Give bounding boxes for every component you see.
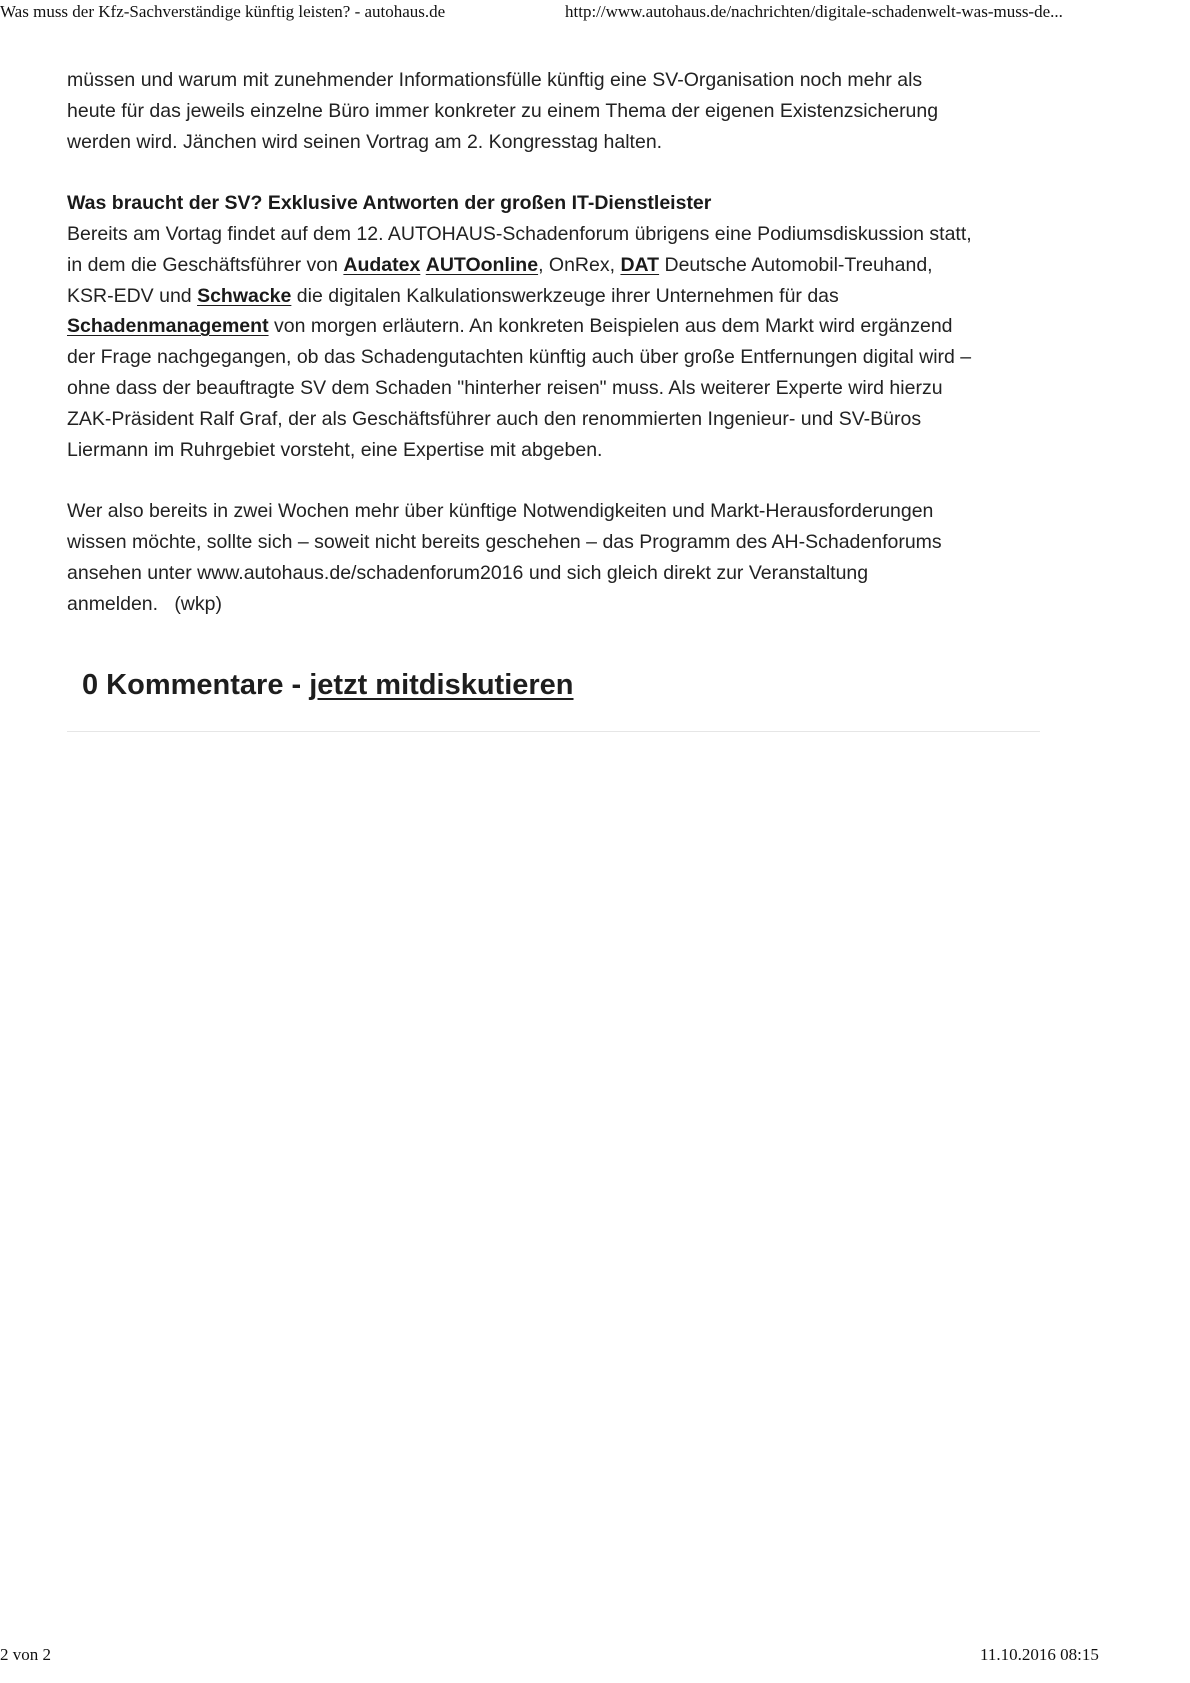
paragraph-line: [67, 219, 1127, 250]
print-header: [0, 1, 1190, 23]
print-header-url: http://www.autohaus.de/nachrichten/digitale-schadenwelt-was-muss-de...: [565, 2, 1063, 21]
paragraph-line: [67, 342, 1127, 373]
line-text: , OnRex,: [538, 253, 621, 276]
line-text: die digitalen Kalkulationswerkzeuge ihrer Unternehmen für das: [291, 284, 839, 307]
paragraph-line: wissen möchte, sollte sich – soweit nicht bereits geschehen – das Programm des AH-Schadenforums: [67, 530, 942, 553]
paragraph-1: [67, 65, 1127, 157]
print-datetime: 11.10.2016 08:15: [980, 1645, 1099, 1664]
paragraph-line: anmelden. (wkp): [67, 592, 222, 615]
paragraph-3: [67, 496, 1127, 619]
line-text: ohne dass der beauftragte SV dem Schaden "hinterher reisen" muss. Als weiterer Experte wird hierzu: [67, 376, 943, 399]
comments-divider: [67, 731, 1040, 732]
paragraph-2: [67, 219, 1127, 465]
paragraph-line: werden wird. Jänchen wird seinen Vortrag am 2. Kongresstag halten.: [67, 130, 663, 153]
line-text: Liermann im Ruhrgebiet vorsteht, eine Expertise mit abgeben.: [67, 438, 603, 461]
schadenmanagement-link[interactable]: Schadenmanagement: [67, 315, 269, 338]
comments-count: 0 Kommentare -: [82, 669, 310, 701]
line-text: in dem die Geschäftsführer von: [67, 253, 344, 276]
section-subheading: Was braucht der SV? Exklusive Antworten der großen IT-Dienstleister: [67, 192, 712, 215]
audatex-link[interactable]: Audatex: [343, 253, 421, 276]
paragraph-line: [67, 250, 1127, 281]
paragraph-line: heute für das jeweils einzelne Büro immer konkreter zu einem Thema der eigenen Existenzsicherung: [67, 99, 939, 122]
paragraph-line: [67, 311, 1127, 342]
paragraph-line: [67, 404, 1127, 435]
line-text: Deutsche Automobil-Treuhand,: [659, 253, 933, 276]
paragraph-line: ansehen unter www.autohaus.de/schadenforum2016 und sich gleich direkt zur Veranstaltung: [67, 561, 869, 584]
dat-link[interactable]: DAT: [620, 253, 660, 276]
join-discussion-link[interactable]: jetzt mitdiskutieren: [309, 669, 574, 701]
line-text: Bereits am Vortag findet auf dem 12. AUTOHAUS-Schadenforum übrigens eine Podiumsdiskussion statt,: [67, 222, 972, 245]
article-body: [67, 65, 1127, 619]
line-text: KSR-EDV und: [67, 284, 198, 307]
comments-heading: [82, 665, 574, 705]
print-header-title: Was muss der Kfz-Sachverständige künftig leisten? - autohaus.de: [0, 2, 446, 21]
print-footer: [0, 1644, 1190, 1666]
schwacke-link[interactable]: Schwacke: [197, 284, 292, 307]
print-page-number: 2 von 2: [0, 1645, 51, 1664]
line-text: der Frage nachgegangen, ob das Schadengutachten künftig auch über große Entfernungen digital wird –: [67, 346, 972, 369]
line-text: ZAK-Präsident Ralf Graf, der als Geschäftsführer auch den renommierten Ingenieur- und SV-Büros: [67, 407, 922, 430]
line-text: von morgen erläutern. An konkreten Beispielen aus dem Markt wird ergänzend: [268, 315, 953, 338]
paragraph-line: [67, 373, 1127, 404]
paragraph-line: Wer also bereits in zwei Wochen mehr über künftige Notwendigkeiten und Markt-Herausforderungen: [67, 500, 934, 523]
autoonline-link[interactable]: AUTOonline: [425, 253, 539, 276]
paragraph-line: müssen und warum mit zunehmender Informationsfülle künftig eine SV-Organisation noch mehr als: [67, 69, 923, 91]
paragraph-line: [67, 281, 1127, 312]
paragraph-line: [67, 435, 1127, 466]
